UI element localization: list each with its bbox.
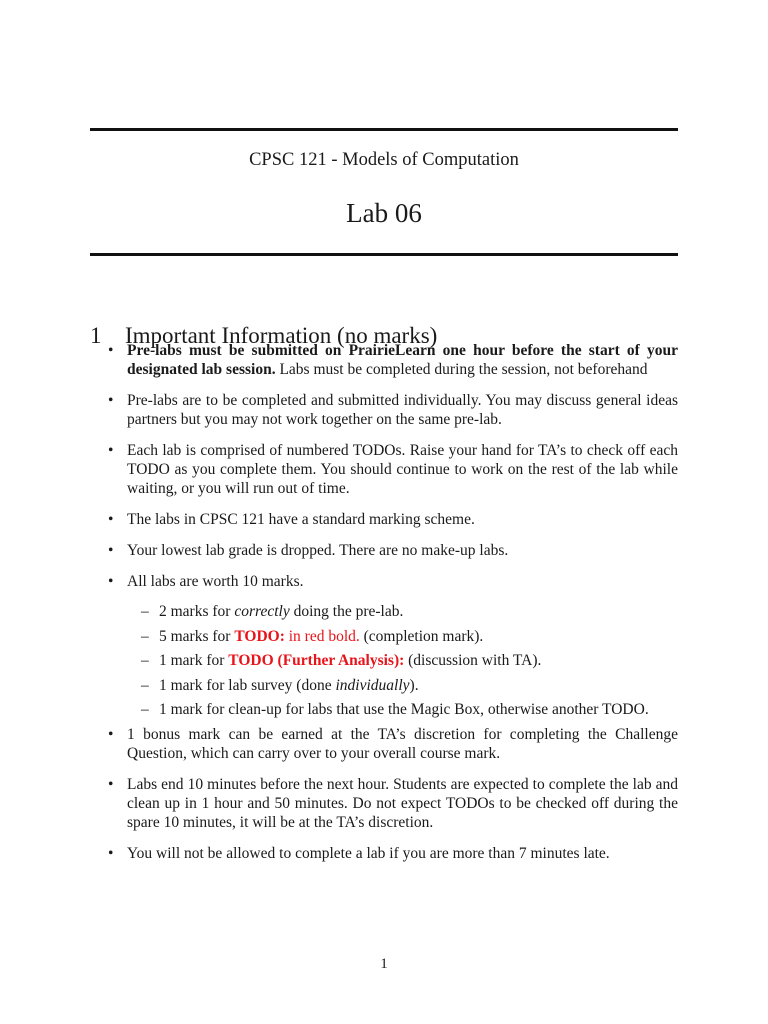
marks-item [127,627,678,646]
list-item: • Each lab is comprised of numbered TODOs. Raise your hand for TA’s to check off each TODO as you complete them. You should continue to work on the rest of the lab while waiting, or you will run out of time. [108,441,678,498]
course-title: CPSC 121 - Models of Computation [249,150,519,170]
list-item: • 1 bonus mark can be earned at the TA’s discretion for completing the Challenge Question, which can carry over to your overall course mark. [108,725,678,763]
marks-text: 1 mark for lab survey (done [159,676,336,694]
list-item: • Pre-labs are to be completed and submitted individually. You may discuss general ideas partners but you may not work together on the same pre-lab. [108,391,678,429]
marks-breakdown [127,602,678,719]
section-title: Important Information (no marks) [125,323,438,349]
marks-emphasis: correctly [234,603,290,620]
list-item [108,341,678,379]
marks-item [127,676,678,695]
marks-item: – 1 mark for clean-up for labs that use the Magic Box, otherwise another TODO. [127,700,678,719]
marks-item [127,602,678,621]
info-list [108,341,678,863]
bottom-rule [90,253,678,256]
marks-text: (completion mark). [359,627,484,645]
marks-text: 5 marks for [159,627,235,645]
top-rule [90,128,678,131]
list-item: • You will not be allowed to complete a lab if you are more than 7 minutes late. [108,844,678,863]
prelab-deadline-text: Pre-labs must be submitted on PrairieLearn one hour before the start of your designated lab session. [127,342,678,378]
marks-text: 2 marks for [159,603,235,620]
list-item: • Your lowest lab grade is dropped. There are no make-up labs. [108,541,678,560]
marks-text: (discussion with TA). [404,652,542,669]
section-number: 1 [90,323,102,349]
list-item [108,572,678,719]
lab-title: Lab 06 [346,198,422,228]
list-item: • The labs in CPSC 121 have a standard marking scheme. [108,510,678,529]
marks-item [127,651,678,670]
todo-label: TODO: [234,627,285,645]
marks-emphasis: individually [335,676,410,694]
marks-intro: All labs are worth 10 marks. [127,573,304,590]
page-number: 1 [380,956,388,972]
prelab-deadline-rest: Labs must be completed during the session, not beforehand [275,361,648,378]
list-item: • Labs end 10 minutes before the next hour. Students are expected to complete the lab and clean up in 1 hour and 50 minutes. Do not expect TODOs to be checked off during the spare 10 minutes, it will be at the TA’s discretion. [108,775,678,832]
marks-text: 1 mark for [159,652,229,669]
todo-further-analysis-label: TODO (Further Analysis): [228,652,405,669]
marks-text: ). [409,676,419,694]
todo-description: in red bold. [284,627,360,645]
marks-text: doing the pre-lab. [289,603,404,620]
